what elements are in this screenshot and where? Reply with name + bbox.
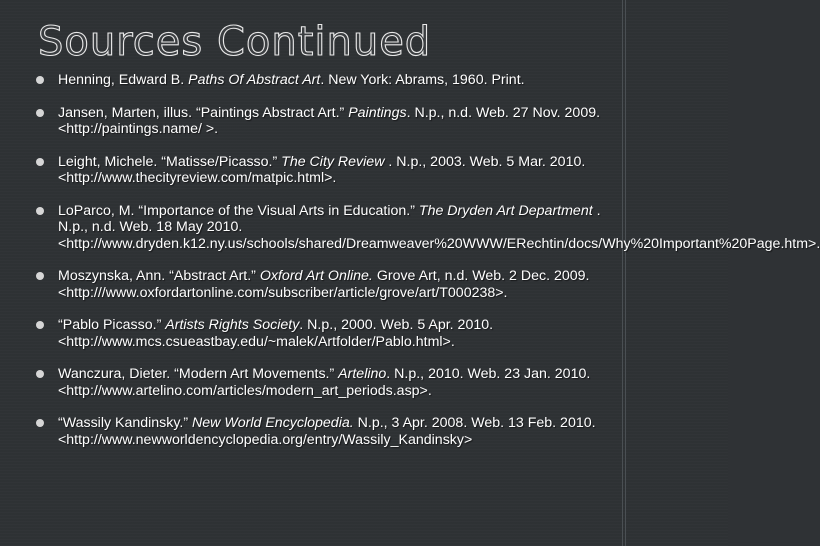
reference-list bbox=[34, 72, 820, 464]
bullet-icon bbox=[36, 207, 44, 215]
reference-details: . N.p., n.d. Web. 27 Nov. 2009. <http://paintings.name/ >. bbox=[58, 104, 601, 137]
reference-text: Jansen, Marten, illus. “Paintings Abstract Art.” bbox=[58, 104, 349, 121]
reference-title: Paths Of Abstract Art bbox=[188, 72, 321, 88]
bullet-icon bbox=[36, 76, 44, 84]
reference-item-moszynska bbox=[34, 268, 612, 301]
bullet-icon bbox=[36, 419, 44, 427]
reference-title: The City Review bbox=[281, 153, 385, 170]
reference-item-kandinsky bbox=[34, 415, 612, 448]
reference-details: . N.p., 2003. Web. 5 Mar. 2010. <http://www.thecityreview.com/matpic.html>. bbox=[58, 153, 586, 186]
reference-text: “Pablo Picasso.” bbox=[58, 317, 166, 333]
reference-details: . N.p., n.d. Web. 18 May 2010. <http://www.dryden.k12.ny.us/schools/shared/Dreamweaver%20WWW/ERechtin/docs/Why%20Important%20Page.htm>. bbox=[58, 202, 820, 252]
reference-title: Paintings bbox=[348, 104, 407, 121]
reference-details: . N.p., 2010. Web. 23 Jan. 2010. <http://www.artelino.com/articles/modern_art_periods.asp>. bbox=[58, 366, 591, 399]
reference-item-loparco bbox=[34, 202, 820, 253]
reference-title: The Dryden Art Department bbox=[418, 202, 593, 219]
bullet-icon bbox=[36, 158, 44, 166]
bullet-icon bbox=[36, 109, 44, 117]
bullet-icon bbox=[36, 370, 44, 378]
reference-text: “Wassily Kandinsky.” bbox=[58, 415, 193, 431]
reference-title: Artelino bbox=[338, 366, 387, 382]
reference-item-jansen bbox=[34, 105, 612, 138]
reference-title: Artists Rights Society bbox=[165, 317, 300, 333]
reference-details: N.p., 3 Apr. 2008. Web. 13 Feb. 2010. <http://www.newworldencyclopedia.org/entry/Wassily_Kandinsky> bbox=[58, 415, 596, 448]
bullet-icon bbox=[36, 321, 44, 329]
slide-title: Sources Continued bbox=[38, 19, 432, 65]
reference-text: Wanczura, Dieter. “Modern Art Movements.” bbox=[58, 366, 339, 382]
reference-text: Moszynska, Ann. “Abstract Art.” bbox=[58, 268, 260, 284]
reference-text: Leight, Michele. “Matisse/Picasso.” bbox=[58, 153, 282, 170]
reference-text: Henning, Edward B. bbox=[58, 72, 189, 88]
bullet-icon bbox=[36, 272, 44, 280]
reference-details: . New York: Abrams, 1960. Print. bbox=[320, 72, 525, 88]
reference-title: New World Encyclopedia. bbox=[192, 415, 354, 431]
reference-item-picasso bbox=[34, 317, 612, 350]
reference-item-henning bbox=[34, 72, 612, 89]
decorative-rail bbox=[622, 0, 626, 546]
reference-item-wanczura bbox=[34, 366, 612, 399]
reference-details: . N.p., 2000. Web. 5 Apr. 2010. <http://www.mcs.csueastbay.edu/~malek/Artfolder/Pablo.html>. bbox=[58, 317, 494, 350]
reference-title: Oxford Art Online. bbox=[259, 268, 373, 284]
reference-details: Grove Art, n.d. Web. 2 Dec. 2009. <http:///www.oxfordartonline.com/subscriber/article/grove/art/T000238>. bbox=[58, 268, 590, 301]
reference-text: LoParco, M. “Importance of the Visual Arts in Education.” bbox=[58, 202, 419, 219]
reference-item-leight bbox=[34, 154, 612, 187]
